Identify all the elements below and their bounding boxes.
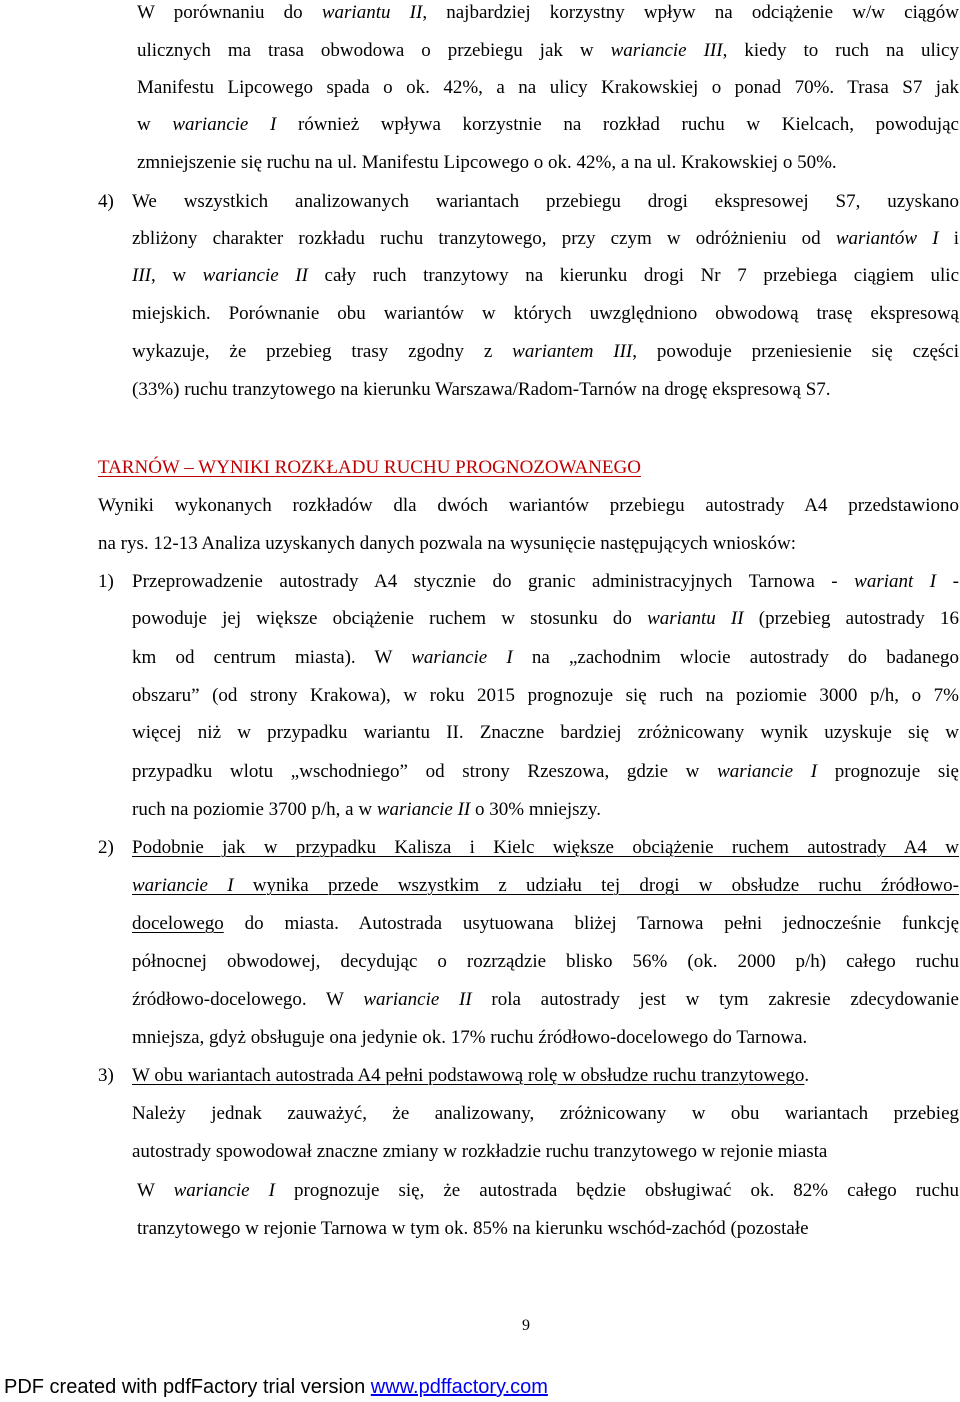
- text-line: obszaru” (od strony Krakowa), w roku 2015 prognozuje się ruch na poziomie 3000 p/h, o 7%: [132, 685, 959, 706]
- text-line: tranzytowego w rejonie Tarnowa w tym ok. 85% na kierunku wschód-zachód (pozostałe: [137, 1218, 809, 1239]
- text-line: Należy jednak zauważyć, że analizowany, zróżnicowany w obu wariantach przebieg: [132, 1103, 959, 1124]
- list-number: 2): [98, 837, 114, 858]
- text-line: docelowego do miasta. Autostrada usytuowana bliżej Tarnowa pełni jednocześnie funkcję: [132, 913, 959, 934]
- text-line: mniejsza, gdyż obsługuje ona jedynie ok. 17% ruchu źródłowo-docelowego do Tarnowa.: [132, 1027, 808, 1048]
- text-line: W porównaniu do wariantu II, najbardziej korzystny wpływ na odciążenie w/w ciągów: [137, 2, 960, 23]
- list-number: 1): [98, 571, 114, 592]
- text-line: zmniejszenie się ruchu na ul. Manifestu Lipcowego o ok. 42%, a na ul. Krakowskiej o 50%.: [137, 152, 837, 173]
- text-line: na rys. 12-13 Analiza uzyskanych danych pozwala na wysunięcie następujących wniosków:: [98, 533, 797, 554]
- text-line: Podobnie jak w przypadku Kalisza i Kielc większe obciążenie ruchem autostrady A4 w: [132, 837, 959, 858]
- text-line: przypadku wlotu „wschodniego” od strony Rzeszowa, gdzie w wariancie I prognozuje się: [132, 761, 959, 782]
- text-line: wariancie I wynika przede wszystkim z udziału tej drogi w obsłudze ruchu źródłowo-: [132, 875, 959, 896]
- text-line: więcej niż w przypadku wariantu II. Znaczne bardziej zróżnicowany wynik uzyskuje się w: [132, 722, 959, 743]
- pdf-footer: [4, 1374, 548, 1400]
- text-line: Manifestu Lipcowego spada o ok. 42%, a na ulicy Krakowskiej o ponad 70%. Trasa S7 jak: [137, 77, 959, 98]
- text-line: Przeprowadzenie autostrady A4 stycznie do granic administracyjnych Tarnowa - wariant I -: [132, 571, 959, 592]
- text-line: III, w wariancie II cały ruch tranzytowy na kierunku drogi Nr 7 przebiega ciągiem ulic: [132, 265, 959, 286]
- text-line: miejskich. Porównanie obu wariantów w których uwzględniono obwodową trasę ekspresową: [132, 303, 959, 324]
- list-number: 3): [98, 1065, 114, 1086]
- text-line: autostrady spowodował znaczne zmiany w rozkładzie ruchu tranzytowego w rejonie miasta: [132, 1141, 828, 1162]
- list-number: 4): [98, 191, 114, 212]
- text-line: Wyniki wykonanych rozkładów dla dwóch wariantów przebiegu autostrady A4 przedstawiono: [98, 495, 959, 516]
- section-heading: TARNÓW – WYNIKI ROZKŁADU RUCHU PROGNOZOWANEGO: [98, 457, 641, 478]
- text-line: zbliżony charakter rozkładu ruchu tranzytowego, przy czym w odróżnieniu od wariantów I i: [132, 228, 960, 249]
- text-line: We wszystkich analizowanych wariantach przebiegu drogi ekspresowej S7, uzyskano: [132, 191, 959, 212]
- text-line: W wariancie I prognozuje się, że autostrada będzie obsługiwać ok. 82% całego ruchu: [137, 1180, 959, 1201]
- text-line: ulicznych ma trasa obwodowa o przebiegu jak w wariancie III, kiedy to ruch na ulicy: [137, 40, 959, 61]
- text-line: wykazuje, że przebieg trasy zgodny z wariantem III, powoduje przeniesienie się części: [132, 341, 960, 362]
- text-line: północnej obwodowej, decydując o rozrządzie blisko 56% (ok. 2000 p/h) całego ruchu: [132, 951, 959, 972]
- text-line: (33%) ruchu tranzytowego na kierunku Warszawa/Radom-Tarnów na drogę ekspresową S7.: [132, 379, 831, 400]
- text-line: źródłowo-docelowego. W wariancie II rola autostrady jest w tym zakresie zdecydowanie: [132, 989, 959, 1010]
- footer-text: PDF created with pdfFactory trial version: [4, 1376, 371, 1398]
- footer-link[interactable]: www.pdffactory.com: [370, 1376, 548, 1398]
- page-number: 9: [522, 1317, 530, 1334]
- text-line: ruch na poziomie 3700 p/h, a w wariancie II o 30% mniejszy.: [132, 799, 601, 820]
- text-line: powoduje jej większe obciążenie ruchem w stosunku do wariantu II (przebieg autostrady 16: [132, 608, 959, 629]
- text-line: w wariancie I również wpływa korzystnie na rozkład ruchu w Kielcach, powodując: [137, 114, 959, 135]
- text-line: km od centrum miasta). W wariancie I na „zachodnim wlocie autostrady do badanego: [132, 647, 960, 668]
- text-line: W obu wariantach autostrada A4 pełni podstawową rolę w obsłudze ruchu tranzytowego.: [132, 1065, 810, 1086]
